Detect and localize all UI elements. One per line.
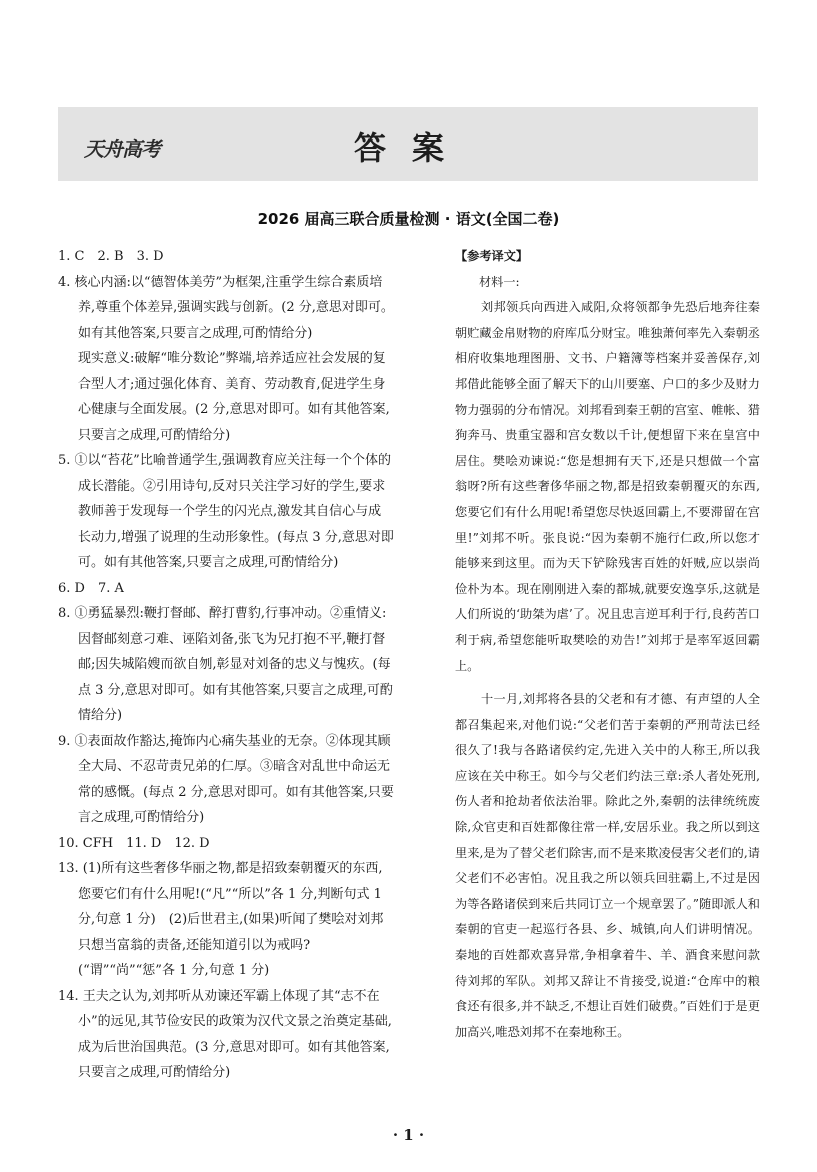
header-band [58, 107, 758, 181]
page-title: 答案 [354, 129, 471, 167]
translation-paragraph-2: 十一月,刘邦将各县的父老和有才德、有声望的人全都召集起来,对他们说:“父老们苦于秦朝的严刑苛法已经很久了!我与各路诸侯约定,先进入关中的人称王,所以我应该在关中称王。如今与父老们约法三章:杀人者处死刑,伤人者和抢劫者依法治罪。除此之外,秦朝的法律统统废除,众官吏和百姓都像往常一样,安居乐业。我之所以到这里来,是为了替父老们除害,而不是来欺凌侵害父老们的,请父老们不必害怕。况且我之所以领兵回驻霸上,不过是因为等各路诸侯到来后共同订立一个规章罢了。”随即派人和秦朝的官吏一起巡行各县、乡、城镇,向人们讲明情况。秦地的百姓都欢喜异常,争相拿着牛、羊、酒食来慰问款待刘邦的军队。刘邦又辞让不肯接受,说道:“仓库中的粮食还有很多,并不缺乏,不想让百姓们破费。”百姓们于是更加高兴,唯恐刘邦不在秦地称王。 [455, 692, 760, 1039]
translation-label: 【参考译文】 [455, 249, 529, 263]
answer-q14: 14. 王夫之认为,刘邦听从劝谏还军霸上体现了其“志不在小”的远见,其节俭安民的政策为汉代文景之治奠定基础,成为后世治国典范。(3 分,意思对即可。如有其他答案,只要言之成理,可酌情给分) [58, 988, 392, 1080]
brand-logo: 天舟高考 [84, 137, 160, 161]
translation-paragraph-1: 刘邦领兵向西进入咸阳,众将领都争先恐后地奔往秦朝贮藏金帛财物的府库瓜分财宝。唯独萧何率先入秦朝丞相府收集地理图册、文书、户籍簿等档案并妥善保存,刘邦借此能够全面了解天下的山川要塞、户口的多少及财力物力强弱的分布情况。刘邦看到秦王朝的宫室、帷帐、猎狗奔马、贵重宝器和宫女数以千计,便想留下来在皇宫中居住。樊哙劝谏说:“您是想拥有天下,还是只想做一个富翁呀?所有这些奢侈华丽之物,都是招致秦朝覆灭的东西,您要它们有什么用呢!希望您尽快返回霸上,不要滞留在宫里!”刘邦不听。张良说:“因为秦朝不施行仁政,所以您才能够来到这里。而为天下铲除残害百姓的奸贼,应以崇尚俭朴为本。现在刚刚进入秦的都城,就要安逸享乐,这就是人们所说的‘助桀为虐’了。况且忠言逆耳利于行,良药苦口利于病,希望您能听取樊哙的劝告!”刘邦于是率军返回霸上。 [455, 300, 760, 673]
translation-column [455, 244, 760, 1045]
answer-q8: 8. ①勇猛暴烈:鞭打督邮、醉打曹豹,行事冲动。②重情义:因督邮刻意刁难、诬陷刘备,张飞为兄打抱不平,鞭打督邮;因失城陷嫂而欲自刎,彰显对刘备的忠义与愧疚。(每点 3 分,意思对即可。如有其他答案,只要言之成理,可酌情给分) [58, 606, 393, 723]
answer-q13: 13. (1)所有这些奢侈华丽之物,都是招致秦朝覆灭的东西,您要它们有什么用呢!(“凡”“所以”各 1 分,判断句式 1 分,句意 1 分) (2)后世君主,(如果)听闻了樊哙对刘邦只想当富翁的责备,还能知道引以为戒吗?(“谓”“尚”“惩”各 1 分,句意 1 分) [58, 861, 384, 978]
answer-q6-7: 6. D 7. A [58, 580, 124, 596]
answer-q5: 5. ①以“苔花”比喻普通学生,强调教育应关注每一个个体的成长潜能。②引用诗句,反对只关注学习好的学生,要求教师善于发现每一个学生的闪光点,激发其自信心与成长动力,增强了说理的生动形象性。(每点 3 分,意思对即可。如有其他答案,只要言之成理,可酌情给分) [58, 453, 394, 570]
answer-column [58, 244, 394, 1086]
answer-q10-12: 10. CFH 11. D 12. D [58, 835, 210, 851]
answer-q9: 9. ①表面故作豁达,掩饰内心痛失基业的无奈。②体现其顾全大局、不忍苛责兄弟的仁厚。③暗含对乱世中命运无常的感慨。(每点 2 分,意思对即可。如有其他答案,只要言之成理,可酌情给分) [58, 733, 394, 825]
page-number: · 1 · [392, 1126, 425, 1144]
answer-q4-part1: 4. 核心内涵:以“德智体美劳”为框架,注重学生综合素质培养,尊重个体差异,强调实践与创新。(2 分,意思对即可。如有其他答案,只要言之成理,可酌情给分) [58, 274, 394, 341]
material-title: 材料一: [479, 274, 520, 289]
answer-q4-part2: 现实意义:破解“唯分数论”弊端,培养适应社会发展的复合型人才;通过强化体育、美育、劳动教育,促进学生身心健康与全面发展。(2 分,意思对即可。如有其他答案,只要言之成理,可酌情给分) [78, 351, 390, 443]
answer-q1-3: 1. C 2. B 3. D [58, 249, 164, 264]
exam-subtitle: 2026 届高三联合质量检测 · 语文(全国二卷) [257, 210, 560, 228]
